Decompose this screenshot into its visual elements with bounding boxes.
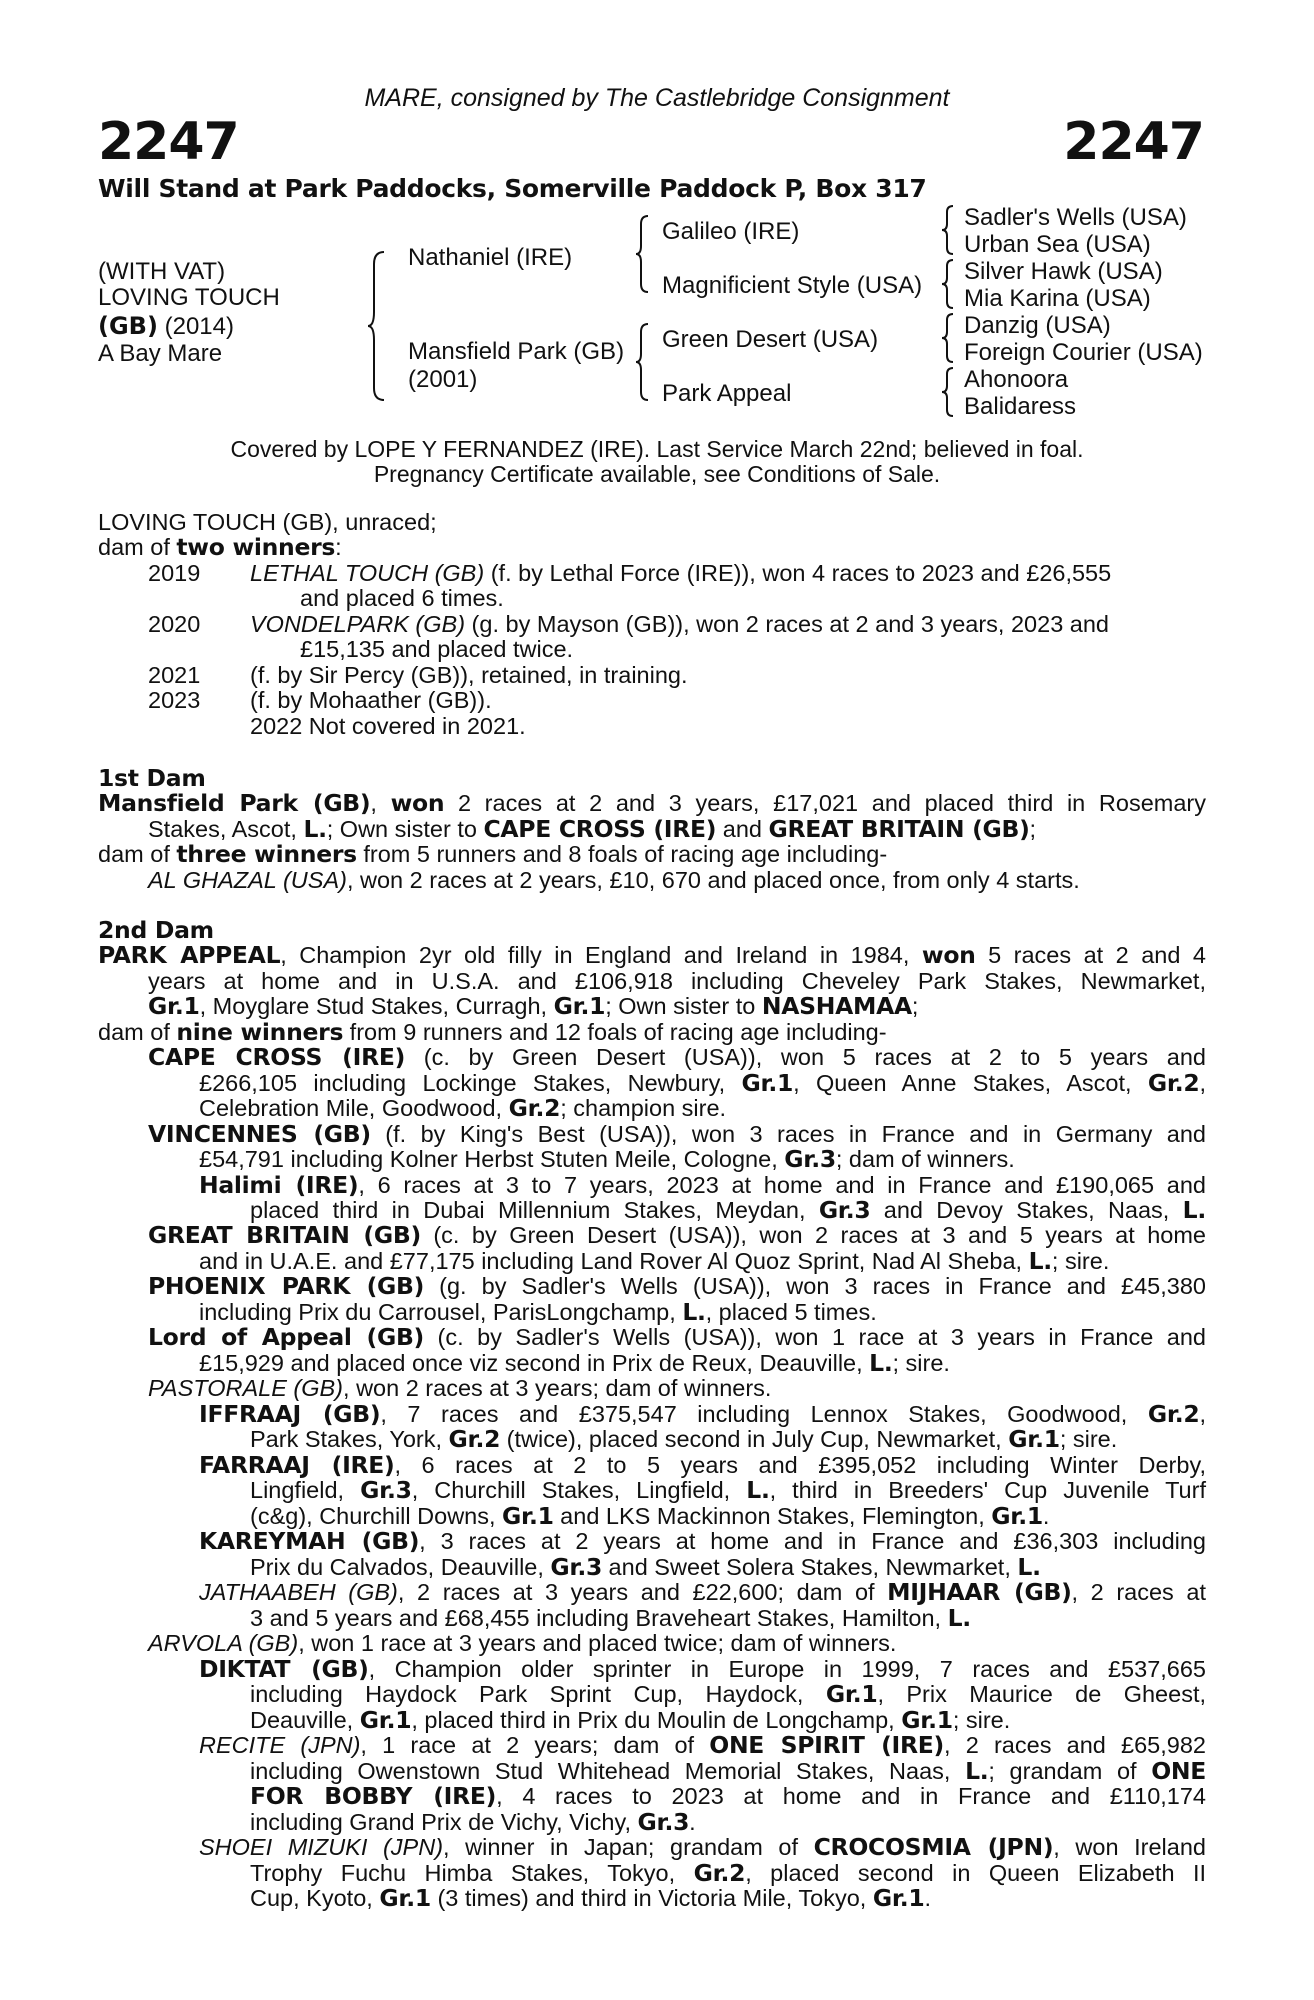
sd-line-3 xyxy=(148,994,918,1019)
iffraaj: IFFRAAJ (GB) xyxy=(199,1400,381,1428)
gr: Gr.1 xyxy=(379,1884,431,1912)
vincennes: VINCENNES (GB) xyxy=(148,1120,371,1148)
ggs-8: Balidaress xyxy=(964,393,1077,420)
vat-label: (WITH VAT) xyxy=(98,258,226,285)
kareymah-line-2 xyxy=(250,1555,1041,1580)
kareymah: KAREYMAH (GB) xyxy=(199,1527,420,1555)
dam-sire: Green Desert (USA) xyxy=(662,326,879,353)
first-dam-name: Mansfield Park (GB) xyxy=(98,789,371,817)
ggs-7: Ahonoora xyxy=(964,366,1069,393)
ggs-1: Sadler's Wells (USA) xyxy=(964,204,1187,231)
produce-2019 xyxy=(250,561,1111,586)
listed: L. xyxy=(1028,1247,1052,1275)
first-dam-record: 2 races at 2 and 3 years, £17,021 and placed third in Rosemary xyxy=(444,790,1207,816)
jathaabeh-line-1 xyxy=(199,1580,1206,1605)
great-britain: GREAT BRITAIN (GB) xyxy=(768,815,1030,843)
t: , third in Breeders' Cup Juvenile Turf xyxy=(769,1477,1206,1503)
t: £54,791 including Kolner Herbst Stuten Meile, Cologne, xyxy=(199,1146,785,1172)
second-dam-heading: 2nd Dam xyxy=(98,916,214,944)
t: ; sire. xyxy=(1051,1248,1110,1274)
brace-magnificient xyxy=(940,258,958,310)
brace-galileo xyxy=(940,204,958,256)
cape-cross: CAPE CROSS (IRE) xyxy=(483,815,717,843)
t: , won Ireland xyxy=(1053,1834,1206,1860)
farraaj-line-3 xyxy=(250,1504,1049,1529)
diktat: DIKTAT (GB) xyxy=(199,1655,369,1683)
t: , Champion 2yr old filly in England and Ireland in 1984, xyxy=(280,942,922,968)
gr: Gr.2 xyxy=(693,1859,746,1887)
t: (c. by Sadler's Wells (USA)), won 1 race at 3 years in France and xyxy=(424,1324,1206,1350)
cape-cross-line-3 xyxy=(199,1096,726,1121)
dam-parents-brace xyxy=(634,322,654,402)
t: including Haydock Park Sprint Cup, Haydock, xyxy=(250,1681,826,1707)
gr: Gr.1 xyxy=(502,1502,554,1530)
lethal-touch: LETHAL TOUCH (GB) xyxy=(250,560,485,586)
brace-green-desert xyxy=(940,312,958,364)
listed: L. xyxy=(1017,1553,1041,1581)
t: , 7 races and £375,547 including Lennox Stakes, Goodwood, xyxy=(380,1401,1148,1427)
horse-name: LOVING TOUCH xyxy=(98,284,280,311)
dam-of-text: dam of xyxy=(98,534,177,560)
sd-line-4 xyxy=(98,1020,887,1045)
t: Park Stakes, York, xyxy=(250,1426,449,1452)
great-britain: GREAT BRITAIN (GB) xyxy=(148,1221,421,1249)
t: (c. by Green Desert (USA)), won 5 races at 2 to 5 years and xyxy=(405,1044,1206,1070)
t: , 6 races at 2 to 5 years and £395,052 including Winter Derby, xyxy=(394,1452,1206,1478)
t: . xyxy=(1042,1503,1050,1529)
vondelpark: VONDELPARK (GB) xyxy=(250,611,466,637)
t: (f. by King's Best (USA)), won 3 races in France and in Germany and xyxy=(370,1121,1207,1147)
gr: Gr.2 xyxy=(508,1094,561,1122)
gr: Gr.3 xyxy=(818,1196,871,1224)
t: ; xyxy=(1029,816,1037,842)
sire-dam-brace xyxy=(366,250,390,402)
t: and in U.A.E. and £77,175 including Land Rover Al Quoz Sprint, Nad Al Sheba, xyxy=(199,1248,1029,1274)
phoenix-park-line-2 xyxy=(199,1300,877,1325)
t: and Sweet Solera Stakes, Newmarket, xyxy=(602,1554,1018,1580)
sd-line-2 xyxy=(148,969,1206,994)
t: (twice), placed second in July Cup, Newmarket, xyxy=(500,1426,1009,1452)
t: ; sire. xyxy=(952,1707,1011,1733)
gr: Gr.1 xyxy=(991,1502,1043,1530)
t: £266,105 including Lockinge Stakes, Newbury, xyxy=(199,1070,742,1096)
t: , won 1 race at 3 years and placed twice; dam of winners. xyxy=(298,1630,897,1656)
jathaabeh: JATHAABEH (GB) xyxy=(199,1579,398,1605)
t: ; Own sister to xyxy=(326,816,484,842)
t: , Churchill Stakes, Lingfield, xyxy=(411,1477,747,1503)
won: won xyxy=(390,789,445,817)
halimi: Halimi (IRE) xyxy=(199,1171,359,1199)
great-britain-line-2 xyxy=(199,1249,1109,1274)
shoei-mizuki: SHOEI MIZUKI (JPN) xyxy=(199,1834,444,1860)
listed: L. xyxy=(303,815,327,843)
t: ; grandam of xyxy=(988,1758,1152,1784)
gr: Gr.2 xyxy=(1147,1400,1200,1428)
listed: L. xyxy=(869,1349,893,1377)
t: ; xyxy=(911,993,919,1019)
al-ghazal: AL GHAZAL (USA) xyxy=(148,867,347,893)
vincennes-line-1 xyxy=(148,1122,1206,1147)
vincennes-line-2 xyxy=(199,1147,1015,1172)
t: including Grand Prix de Vichy, Vichy, xyxy=(250,1809,638,1835)
listed: L. xyxy=(682,1298,706,1326)
one: ONE xyxy=(1151,1757,1206,1785)
t: Trophy Fuchu Himba Stakes, Tokyo, xyxy=(250,1860,694,1886)
gr: Gr.1 xyxy=(825,1680,878,1708)
gr: Gr.1 xyxy=(1008,1425,1060,1453)
sire-parents-brace xyxy=(634,214,654,294)
t: Prix du Calvados, Deauville, xyxy=(250,1554,551,1580)
gr: Gr.1 xyxy=(553,992,606,1020)
first-dam-line-2 xyxy=(148,817,1036,842)
t: (g. by Sadler's Wells (USA)), won 3 races in France and £45,380 xyxy=(424,1273,1206,1299)
recite-line-1 xyxy=(199,1733,1206,1758)
farraaj-line-2 xyxy=(250,1478,1206,1503)
dam-name: Mansfield Park (GB) xyxy=(408,338,625,365)
t: , 2 races at 3 years and £22,600; dam of xyxy=(397,1579,888,1605)
t: (3 times) and third in Victoria Mile, Tokyo, xyxy=(430,1885,873,1911)
diktat-line-2 xyxy=(250,1682,1206,1707)
gr: Gr.3 xyxy=(637,1808,690,1836)
dam-year: (2001) xyxy=(408,366,478,393)
t: , Queen Anne Stakes, Ascot, xyxy=(793,1070,1148,1096)
ggs-6: Foreign Courier (USA) xyxy=(964,339,1203,366)
great-britain-line-1 xyxy=(148,1223,1206,1248)
t: and LKS Mackinnon Stakes, Flemington, xyxy=(553,1503,992,1529)
gr: Gr.3 xyxy=(360,1476,412,1504)
one-spirit: ONE SPIRIT (IRE) xyxy=(709,1731,944,1759)
t: 5 races at 2 and 4 xyxy=(975,942,1206,968)
farraaj-line-1 xyxy=(199,1453,1206,1478)
t: Stakes, Ascot, xyxy=(148,816,304,842)
ggs-4: Mia Karina (USA) xyxy=(964,285,1151,312)
gr: Gr.3 xyxy=(784,1145,836,1173)
t: , won 2 races at 3 years; dam of winners. xyxy=(343,1375,772,1401)
phoenix-park-line-1 xyxy=(148,1274,1206,1299)
first-dam-line-1 xyxy=(98,791,1206,816)
sire-name: Nathaniel (IRE) xyxy=(408,244,573,271)
t: Celebration Mile, Goodwood, xyxy=(199,1095,509,1121)
t: from 5 runners and 8 foals of racing age including- xyxy=(356,841,888,867)
first-dam-line-4 xyxy=(148,868,1080,893)
stabling-location: Will Stand at Park Paddocks, Somerville Paddock P, Box 317 xyxy=(98,174,927,203)
halimi-line-1 xyxy=(199,1173,1206,1198)
horse-origin-year xyxy=(98,312,234,341)
t: . xyxy=(924,1885,931,1911)
arvola-line xyxy=(148,1631,896,1656)
gr: Gr.1 xyxy=(148,992,200,1020)
first-dam-heading: 1st Dam xyxy=(98,764,206,792)
year-2023: 2023 xyxy=(148,687,201,713)
covered-by-line: Covered by LOPE Y FERNANDEZ (IRE). Last Service March 22nd; believed in foal. xyxy=(230,436,1084,462)
t: , winner in Japan; grandam of xyxy=(443,1834,814,1860)
produce-intro: LOVING TOUCH (GB), unraced; xyxy=(98,509,437,535)
year-2021: 2021 xyxy=(148,662,201,688)
colon: : xyxy=(335,534,342,560)
phoenix-park: PHOENIX PARK (GB) xyxy=(148,1272,425,1300)
t: dam of xyxy=(98,841,177,867)
park-appeal: PARK APPEAL xyxy=(98,941,281,969)
ggs-2: Urban Sea (USA) xyxy=(964,231,1151,258)
pastorale-line xyxy=(148,1376,771,1401)
t: , placed third in Prix du Moulin de Longchamp, xyxy=(411,1707,902,1733)
lord-of-appeal-line-1 xyxy=(148,1325,1206,1350)
t: ; sire. xyxy=(892,1350,950,1376)
t: ; sire. xyxy=(1059,1426,1118,1452)
t: , 6 races at 3 to 7 years, 2023 at home and in France and £190,065 and xyxy=(358,1172,1206,1198)
t: . xyxy=(689,1809,696,1835)
t: ; Own sister to xyxy=(605,993,762,1019)
brace-park-appeal xyxy=(940,366,958,418)
ggs-5: Danzig (USA) xyxy=(964,312,1111,339)
t: , placed 5 times. xyxy=(705,1299,877,1325)
two-winners: two winners xyxy=(176,533,336,561)
won: won xyxy=(921,941,976,969)
sep: , xyxy=(370,790,391,816)
t: , 2 races and £65,982 xyxy=(944,1732,1206,1758)
first-dam-line-3 xyxy=(98,842,887,867)
iffraaj-line-1 xyxy=(199,1402,1206,1427)
t: from 9 runners and 12 foals of racing age including- xyxy=(343,1019,887,1045)
year-2020: 2020 xyxy=(148,611,201,637)
vondelpark-record: (g. by Mayson (GB)), won 2 races at 2 and 3 years, 2023 and xyxy=(465,611,1109,637)
lot-number-left: 2247 xyxy=(98,112,239,172)
cape-cross-line-2 xyxy=(199,1071,1206,1096)
gr: Gr.1 xyxy=(872,1884,925,1912)
kareymah-line-1 xyxy=(199,1529,1206,1554)
t: , 4 races to 2023 at home and in France and £110,174 xyxy=(496,1783,1206,1809)
lethal-touch-record: (f. by Lethal Force (IRE)), won 4 races to 2023 and £26,555 xyxy=(484,560,1112,586)
produce-2022: 2022 Not covered in 2021. xyxy=(250,713,526,739)
arvola: ARVOLA (GB) xyxy=(148,1630,299,1656)
t: 3 and 5 years and £68,455 including Braveheart Stakes, Hamilton, xyxy=(250,1605,948,1631)
cape-cross-line-1 xyxy=(148,1045,1206,1070)
diktat-line-1 xyxy=(199,1657,1206,1682)
recite-line-4 xyxy=(250,1810,696,1835)
t: including Owenstown Stud Whitehead Memorial Stakes, Naas, xyxy=(250,1758,966,1784)
pregnancy-certificate-line: Pregnancy Certificate available, see Conditions of Sale. xyxy=(373,461,941,487)
mijhaar: MIJHAAR (GB) xyxy=(887,1578,1072,1606)
t: (c. by Green Desert (USA)), won 2 races at 3 and 5 years at home xyxy=(420,1222,1206,1248)
gr: Gr.2 xyxy=(1147,1069,1200,1097)
farraaj: FARRAAJ (IRE) xyxy=(199,1451,395,1479)
t: ; dam of winners. xyxy=(835,1146,1015,1172)
recite: RECITE (JPN) xyxy=(199,1732,361,1758)
t: Cup, Kyoto, xyxy=(250,1885,380,1911)
crocosmia: CROCOSMIA (JPN) xyxy=(813,1833,1054,1861)
consignor-line: MARE, consigned by The Castlebridge Consignment xyxy=(364,84,950,112)
listed: L. xyxy=(1182,1196,1206,1224)
t: , Champion older sprinter in Europe in 1999, 7 races and £537,665 xyxy=(368,1656,1206,1682)
listed: L. xyxy=(965,1757,989,1785)
halimi-line-2 xyxy=(250,1198,1206,1223)
produce-2020-cont: £15,135 and placed twice. xyxy=(300,636,574,662)
iffraaj-line-2 xyxy=(250,1427,1117,1452)
three-winners: three winners xyxy=(176,840,357,868)
listed: L. xyxy=(947,1604,971,1632)
sd-line-1 xyxy=(98,943,1206,968)
produce-dam-of xyxy=(98,535,342,560)
diktat-line-3 xyxy=(250,1708,1010,1733)
t: , xyxy=(1199,1401,1207,1427)
t: , 1 race at 2 years; dam of xyxy=(360,1732,710,1758)
t: dam of xyxy=(98,1019,177,1045)
sire-dam: Magnificient Style (USA) xyxy=(662,272,923,299)
shoei-mizuki-line-1 xyxy=(199,1835,1206,1860)
t: £15,929 and placed once viz second in Prix de Reux, Deauville, xyxy=(199,1350,870,1376)
ggs-3: Silver Hawk (USA) xyxy=(964,258,1163,285)
t: , won 2 races at 2 years, £10, 670 and placed once, from only 4 starts. xyxy=(346,867,1080,893)
gr: Gr.2 xyxy=(448,1425,501,1453)
lord-of-appeal-line-2 xyxy=(199,1351,950,1376)
pastorale: PASTORALE (GB) xyxy=(148,1375,344,1401)
nashamaa: NASHAMAA xyxy=(761,992,912,1020)
t: , Prix Maurice de Gheest, xyxy=(877,1681,1207,1707)
shoei-mizuki-line-3 xyxy=(250,1886,931,1911)
recite-line-3 xyxy=(250,1784,1206,1809)
gr: Gr.1 xyxy=(901,1706,953,1734)
horse-year: (2014) xyxy=(157,313,234,340)
t: , placed second in Queen Elizabeth II xyxy=(745,1860,1207,1886)
t: placed third in Dubai Millennium Stakes, Meydan, xyxy=(250,1197,819,1223)
recite-line-2 xyxy=(250,1759,1206,1784)
year-2019: 2019 xyxy=(148,560,201,586)
produce-2021: (f. by Sir Percy (GB)), retained, in training. xyxy=(250,662,688,688)
t: , 3 races at 2 years at home and in France and £36,303 including xyxy=(419,1528,1206,1554)
shoei-mizuki-line-2 xyxy=(250,1861,1206,1886)
for-bobby: FOR BOBBY (IRE) xyxy=(250,1782,497,1810)
t: ; champion sire. xyxy=(560,1095,727,1121)
cape-cross: CAPE CROSS (IRE) xyxy=(148,1043,406,1071)
lot-number-right: 2247 xyxy=(1063,112,1204,172)
lord-of-appeal: Lord of Appeal (GB) xyxy=(148,1323,424,1351)
t: years at home and in U.S.A. and £106,918 including Cheveley Park Stakes, Newmarket, xyxy=(148,968,1206,994)
dam-dam: Park Appeal xyxy=(662,380,792,407)
t: Lingfield, xyxy=(250,1477,361,1503)
horse-country: (GB) xyxy=(98,312,158,340)
t: , Moyglare Stud Stakes, Curragh, xyxy=(199,993,554,1019)
produce-2023: (f. by Mohaather (GB)). xyxy=(250,687,492,713)
gr: Gr.1 xyxy=(741,1069,794,1097)
gr: Gr.1 xyxy=(359,1706,412,1734)
t: Deauville, xyxy=(250,1707,360,1733)
produce-2020 xyxy=(250,612,1109,637)
produce-2019-cont: and placed 6 times. xyxy=(300,585,504,611)
horse-description: A Bay Mare xyxy=(98,340,223,367)
listed: L. xyxy=(746,1476,770,1504)
t: including Prix du Carrousel, ParisLongchamp, xyxy=(199,1299,683,1325)
t: (c&g), Churchill Downs, xyxy=(250,1503,503,1529)
t: and Devoy Stakes, Naas, xyxy=(870,1197,1183,1223)
t: , 2 races at xyxy=(1071,1579,1206,1605)
t: , xyxy=(1199,1070,1206,1096)
gr: Gr.3 xyxy=(550,1553,603,1581)
t: and xyxy=(716,816,769,842)
nine-winners: nine winners xyxy=(176,1018,344,1046)
jathaabeh-line-2 xyxy=(250,1606,971,1631)
sire-sire: Galileo (IRE) xyxy=(662,218,800,245)
